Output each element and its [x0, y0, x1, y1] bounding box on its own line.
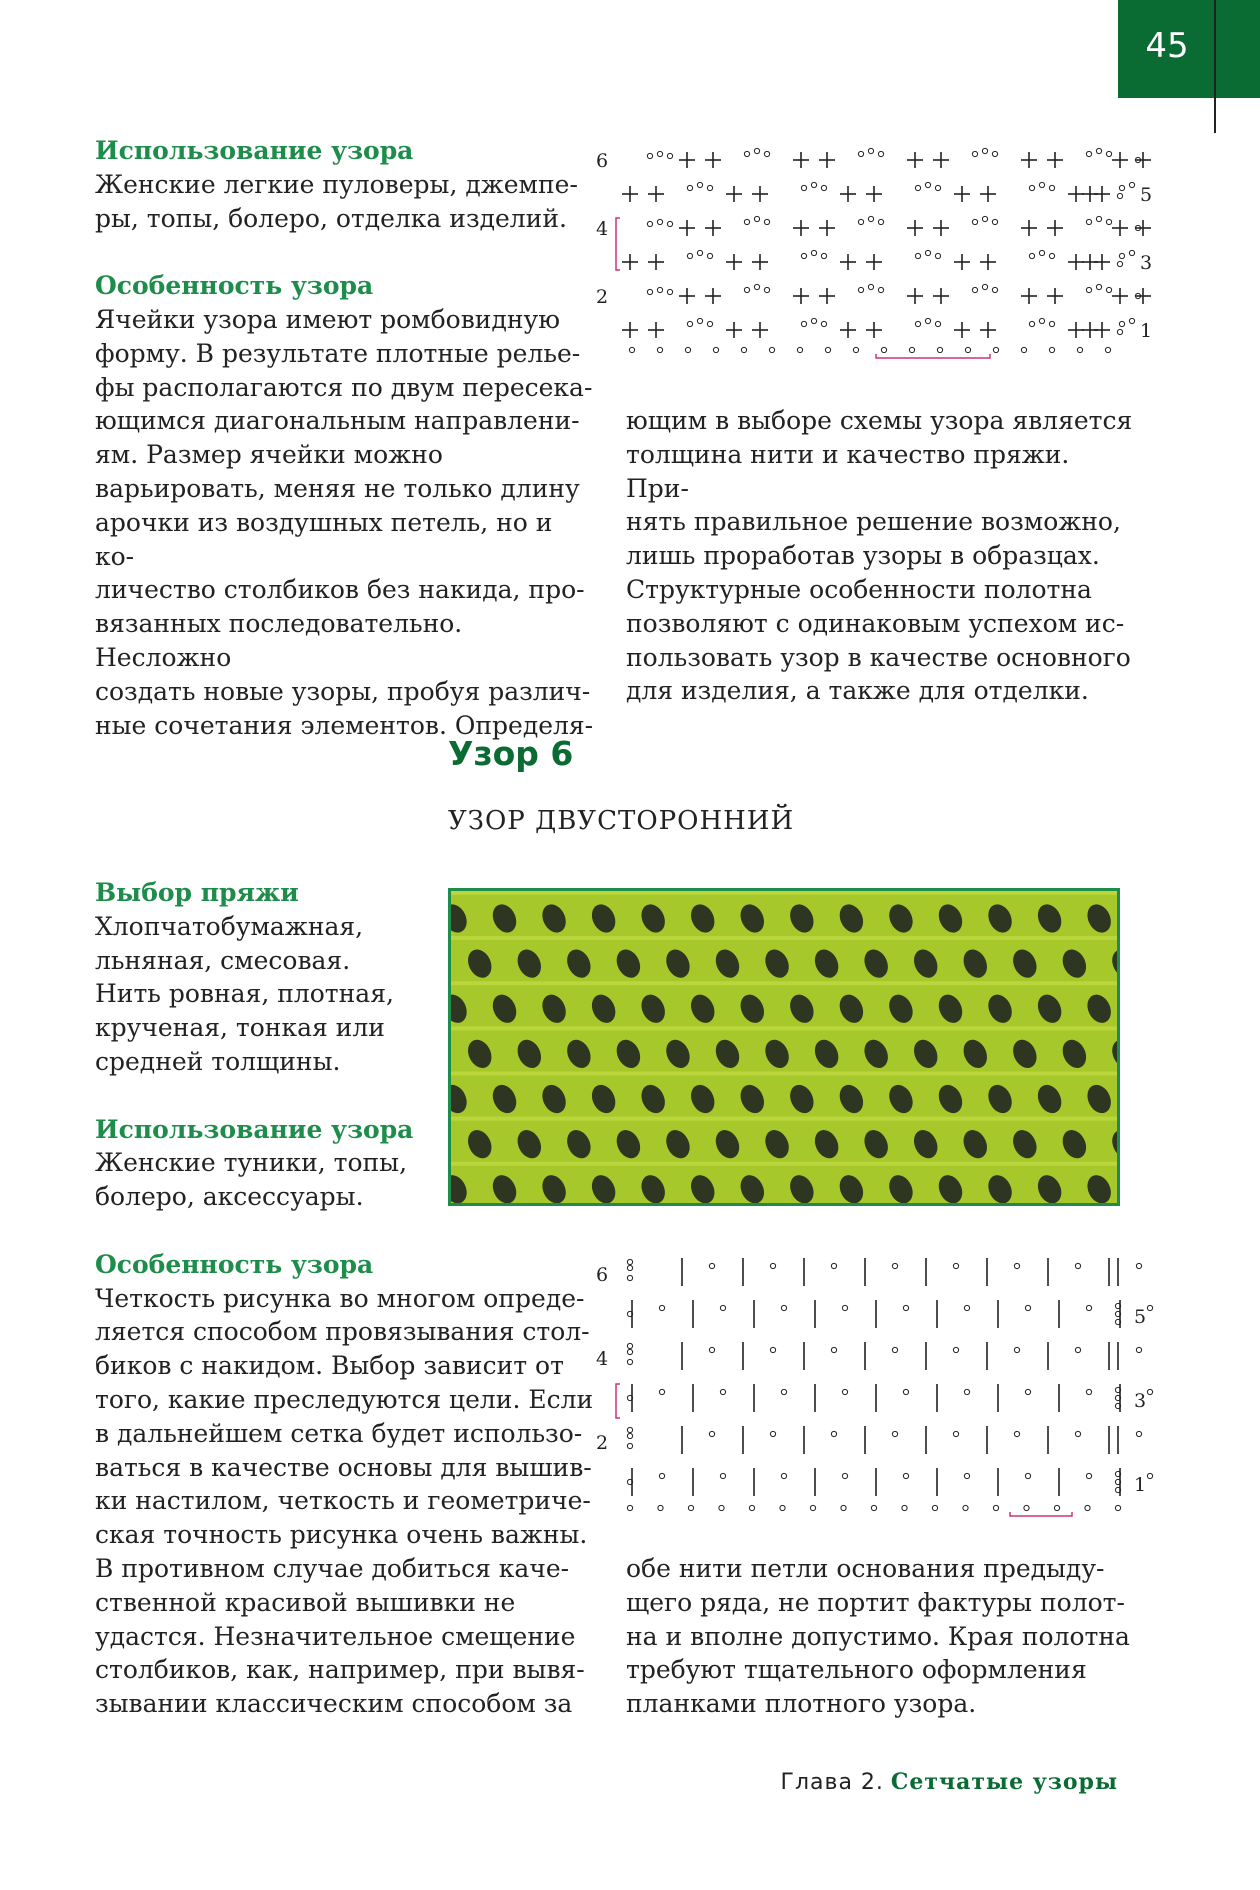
- chain-symbol: [1096, 284, 1101, 289]
- chain-symbol: [1075, 1263, 1080, 1268]
- chain-symbol: [1039, 318, 1044, 323]
- chain-symbol: [953, 1431, 958, 1436]
- chain-symbol: [842, 1473, 847, 1478]
- chain-symbol: [964, 1305, 969, 1310]
- repeat-bracket: [616, 1384, 620, 1418]
- text-line: планками плотного узора.: [626, 1689, 977, 1719]
- chain-symbol: [744, 219, 749, 224]
- usage-text-2: [95, 1146, 595, 1214]
- chain-symbol: [965, 347, 970, 352]
- chain-symbol: [801, 253, 806, 258]
- chain-symbol: [688, 1505, 693, 1510]
- chain-symbol: [741, 347, 746, 352]
- chain-symbol: [764, 287, 769, 292]
- text-line: ваться в качестве основы для вышив-: [95, 1452, 592, 1482]
- chain-symbol: [842, 1305, 847, 1310]
- chain-symbol: [881, 347, 886, 352]
- text-line: позволяют с одинаковым успехом ис-: [626, 608, 1125, 638]
- text-line: обе нити петли основания предыду-: [626, 1554, 1105, 1583]
- chain-symbol: [964, 1389, 969, 1394]
- chain-symbol: [781, 1473, 786, 1478]
- repeat-bracket: [1010, 1512, 1072, 1516]
- chain-symbol: [659, 1389, 664, 1394]
- chain-symbol: [915, 253, 920, 258]
- chain-symbol: [1115, 1505, 1120, 1510]
- chain-symbol: [667, 289, 672, 294]
- chain-symbol: [744, 287, 749, 292]
- chain-symbol: [1086, 151, 1091, 156]
- text-line: щего ряда, не портит фактуры полот-: [626, 1587, 1125, 1617]
- chain-symbol: [932, 1505, 937, 1510]
- chain-symbol: [1119, 185, 1124, 190]
- chain-symbol: [713, 347, 718, 352]
- chain-symbol: [1029, 321, 1034, 326]
- chain-symbol: [627, 1505, 632, 1510]
- chain-symbol: [687, 321, 692, 326]
- chain-symbol: [1039, 250, 1044, 255]
- chain-symbol: [964, 1473, 969, 1478]
- chain-symbol: [657, 287, 662, 292]
- chain-symbol: [935, 185, 940, 190]
- row-number: 1: [1140, 320, 1153, 342]
- chain-symbol: [707, 185, 712, 190]
- chain-symbol: [892, 1431, 897, 1436]
- chain-symbol: [769, 347, 774, 352]
- chain-symbol: [1129, 182, 1134, 187]
- row-number: 2: [596, 286, 609, 308]
- crochet-chart-double: [590, 1248, 1170, 1528]
- chain-symbol: [992, 151, 997, 156]
- chain-symbol: [909, 347, 914, 352]
- chain-symbol: [1086, 219, 1091, 224]
- chain-symbol: [697, 318, 702, 323]
- chain-symbol: [982, 284, 987, 289]
- chain-symbol: [1096, 216, 1101, 221]
- text-line: ственной красивой вышивки не: [95, 1587, 516, 1617]
- chain-symbol: [627, 1433, 632, 1438]
- chain-symbol: [972, 219, 977, 224]
- text-line: Структурные особенности полотна: [626, 574, 1092, 604]
- chain-symbol: [1049, 185, 1054, 190]
- chain-symbol: [697, 250, 702, 255]
- text-line: фы располагаются по двум пересека-: [95, 372, 593, 402]
- chain-symbol: [842, 1389, 847, 1394]
- chain-symbol: [687, 253, 692, 258]
- chain-symbol: [878, 219, 883, 224]
- text-line: столбиков, как, например, при вывя-: [95, 1655, 585, 1685]
- text-line: того, какие преследуются цели. Если: [95, 1384, 594, 1414]
- chain-symbol: [797, 347, 802, 352]
- row-number: 5: [1134, 1306, 1147, 1328]
- repeat-bracket: [616, 218, 620, 270]
- chain-symbol: [744, 151, 749, 156]
- chain-symbol: [627, 1343, 632, 1348]
- text-line: в дальнейшем сетка будет использо-: [95, 1418, 583, 1448]
- chain-symbol: [720, 1305, 725, 1310]
- row-number: 5: [1140, 184, 1153, 206]
- chain-symbol: [892, 1347, 897, 1352]
- row-number: 6: [596, 1264, 609, 1286]
- chain-symbol: [1021, 347, 1026, 352]
- chain-symbol: [853, 347, 858, 352]
- chain-symbol: [935, 253, 940, 258]
- chain-symbol: [868, 216, 873, 221]
- bottom-left-column: [95, 876, 595, 1721]
- feature-heading-2: Особенность узора: [95, 1249, 374, 1279]
- chain-symbol: [953, 1263, 958, 1268]
- chain-symbol: [659, 1473, 664, 1478]
- chain-symbol: [992, 287, 997, 292]
- chain-symbol: [903, 1305, 908, 1310]
- text-line: ные сочетания элементов. Определя-: [95, 710, 594, 740]
- continued-text-2: [626, 1552, 1136, 1721]
- chain-symbol: [982, 148, 987, 153]
- text-line: Женские туники, топы,: [95, 1148, 408, 1178]
- chain-symbol: [764, 151, 769, 156]
- chain-symbol: [925, 182, 930, 187]
- chain-symbol: [935, 321, 940, 326]
- chain-symbol: [858, 287, 863, 292]
- chain-symbol: [709, 1431, 714, 1436]
- chain-symbol: [801, 185, 806, 190]
- text-line: средней толщины.: [95, 1046, 341, 1076]
- chain-symbol: [1085, 1505, 1090, 1510]
- chain-symbol: [878, 151, 883, 156]
- chain-symbol: [1075, 1347, 1080, 1352]
- chain-symbol: [972, 287, 977, 292]
- text-line: Хлопчатобумажная,: [95, 911, 364, 941]
- chain-symbol: [972, 151, 977, 156]
- pattern-subtitle: УЗОР ДВУСТОРОННИЙ: [448, 806, 795, 836]
- chain-symbol: [821, 253, 826, 258]
- text-line: льняная, смесовая.: [95, 945, 351, 975]
- chain-symbol: [871, 1505, 876, 1510]
- chain-symbol: [1136, 1263, 1141, 1268]
- text-line: на и вполне допустимо. Края полотна: [626, 1621, 1130, 1651]
- chain-symbol: [1136, 1347, 1141, 1352]
- chain-symbol: [868, 284, 873, 289]
- chain-symbol: [1086, 1389, 1091, 1394]
- chain-symbol: [810, 1505, 815, 1510]
- usage-heading-2: Использование узора: [95, 1114, 414, 1144]
- chain-symbol: [647, 153, 652, 158]
- chain-symbol: [1039, 182, 1044, 187]
- feature-heading: Особенность узора: [95, 271, 374, 301]
- yarn-heading: Выбор пряжи: [95, 878, 299, 907]
- text-line: требуют тщательного оформления: [626, 1655, 1087, 1685]
- chain-symbol: [781, 1389, 786, 1394]
- chain-symbol: [627, 1359, 632, 1364]
- chain-symbol: [720, 1473, 725, 1478]
- chain-symbol: [1136, 1431, 1141, 1436]
- chain-symbol: [707, 253, 712, 258]
- chain-symbol: [781, 1305, 786, 1310]
- text-line: ки настилом, четкость и геометриче-: [95, 1486, 591, 1516]
- text-line: форму. В результате плотные релье-: [95, 338, 581, 368]
- feature-text: [95, 303, 595, 742]
- chain-symbol: [892, 1263, 897, 1268]
- chain-symbol: [627, 1443, 632, 1448]
- chain-symbol: [720, 1389, 725, 1394]
- chain-symbol: [1024, 1505, 1029, 1510]
- chain-symbol: [627, 1265, 632, 1270]
- chain-symbol: [754, 216, 759, 221]
- chain-symbol: [1077, 347, 1082, 352]
- tab-divider-line: [1214, 0, 1216, 133]
- chain-symbol: [667, 221, 672, 226]
- row-number: 4: [596, 218, 609, 240]
- chain-symbol: [858, 151, 863, 156]
- chain-symbol: [1054, 1505, 1059, 1510]
- row-number: 2: [596, 1432, 609, 1454]
- crochet-chart-mesh: [590, 138, 1170, 368]
- chain-symbol: [1147, 1389, 1152, 1394]
- text-line: болеро, аксессуары.: [95, 1182, 364, 1212]
- chain-symbol: [811, 182, 816, 187]
- chain-symbol: [993, 347, 998, 352]
- repeat-bracket: [876, 354, 990, 358]
- chain-symbol: [770, 1431, 775, 1436]
- chain-symbol: [937, 347, 942, 352]
- chain-symbol: [657, 347, 662, 352]
- chain-symbol: [925, 250, 930, 255]
- text-line: ям. Размер ячейки можно: [95, 440, 443, 470]
- chain-symbol: [831, 1263, 836, 1268]
- chain-symbol: [627, 1349, 632, 1354]
- chain-symbol: [811, 318, 816, 323]
- chain-symbol: [821, 321, 826, 326]
- text-line: Четкость рисунка во многом опреде-: [95, 1283, 585, 1313]
- chain-symbol: [754, 284, 759, 289]
- text-line: лишь проработав узоры в образцах.: [626, 541, 1100, 571]
- chain-symbol: [1117, 329, 1122, 334]
- chain-symbol: [1014, 1347, 1019, 1352]
- text-line: ющимся диагональным направлени-: [95, 406, 580, 436]
- chain-symbol: [658, 1505, 663, 1510]
- chain-symbol: [841, 1505, 846, 1510]
- chain-symbol: [1075, 1431, 1080, 1436]
- footer-section: Сетчатые узоры: [890, 1769, 1118, 1795]
- text-line: вязанных последовательно. Несложно: [95, 609, 463, 672]
- chain-symbol: [657, 219, 662, 224]
- chain-symbol: [719, 1505, 724, 1510]
- chain-symbol: [963, 1505, 968, 1510]
- chain-symbol: [1119, 253, 1124, 258]
- row-number: 3: [1140, 252, 1153, 274]
- text-line: ская точность рисунка очень важны.: [95, 1520, 588, 1550]
- chain-symbol: [627, 1259, 632, 1264]
- chain-symbol: [821, 185, 826, 190]
- chain-symbol: [1106, 287, 1111, 292]
- row-number: 3: [1134, 1390, 1147, 1412]
- chain-symbol: [629, 347, 634, 352]
- text-line: Ячейки узора имеют ромбовидную: [95, 304, 560, 334]
- chain-symbol: [1119, 321, 1124, 326]
- text-line: создать новые узоры, пробуя различ-: [95, 676, 591, 706]
- chain-symbol: [647, 289, 652, 294]
- bottom-right-column: [626, 1552, 1136, 1721]
- chain-symbol: [627, 1275, 632, 1280]
- pattern-title: Узор 6: [448, 734, 574, 773]
- continued-text: [626, 404, 1136, 708]
- text-line: пользовать узор в качестве основного: [626, 642, 1131, 672]
- chain-symbol: [1147, 1305, 1152, 1310]
- chain-symbol: [1049, 253, 1054, 258]
- chain-symbol: [770, 1347, 775, 1352]
- top-left-column: [95, 134, 595, 742]
- text-line: личество столбиков без накида, про-: [95, 575, 585, 605]
- row-number: 1: [1134, 1474, 1147, 1496]
- chain-symbol: [825, 347, 830, 352]
- chain-symbol: [831, 1347, 836, 1352]
- text-line: ляется способом провязывания стол-: [95, 1317, 590, 1347]
- chain-symbol: [687, 185, 692, 190]
- text-line: варьировать, меняя не только длину: [95, 473, 580, 503]
- chain-symbol: [1029, 185, 1034, 190]
- chain-symbol: [659, 1305, 664, 1310]
- chain-symbol: [1049, 321, 1054, 326]
- chain-symbol: [878, 287, 883, 292]
- text-line: толщина нити и качество пряжи. При-: [626, 439, 1070, 503]
- chain-symbol: [709, 1347, 714, 1352]
- chain-symbol: [770, 1263, 775, 1268]
- row-number: 6: [596, 150, 609, 172]
- chain-symbol: [647, 221, 652, 226]
- chain-symbol: [1106, 151, 1111, 156]
- chain-symbol: [992, 219, 997, 224]
- chain-symbol: [993, 1505, 998, 1510]
- chain-symbol: [982, 216, 987, 221]
- chain-symbol: [754, 148, 759, 153]
- usage-heading: Использование узора: [95, 136, 414, 165]
- chain-symbol: [915, 321, 920, 326]
- chain-symbol: [902, 1505, 907, 1510]
- chain-symbol: [1025, 1473, 1030, 1478]
- chain-symbol: [915, 185, 920, 190]
- running-footer: [781, 1769, 1118, 1795]
- chain-symbol: [868, 148, 873, 153]
- text-line: крученая, тонкая или: [95, 1013, 385, 1043]
- chain-symbol: [1014, 1431, 1019, 1436]
- chain-symbol: [657, 151, 662, 156]
- text-line: ры, топы, болеро, отделка изделий.: [95, 203, 567, 233]
- chain-symbol: [953, 1347, 958, 1352]
- chain-symbol: [1147, 1473, 1152, 1478]
- chain-symbol: [1106, 219, 1111, 224]
- chain-symbol: [749, 1505, 754, 1510]
- chain-symbol: [903, 1389, 908, 1394]
- chain-symbol: [1117, 193, 1122, 198]
- text-line: Нить ровная, плотная,: [95, 979, 394, 1009]
- text-line: для изделия, а также для отделки.: [626, 676, 1089, 706]
- chain-symbol: [707, 321, 712, 326]
- chain-symbol: [764, 219, 769, 224]
- chain-symbol: [627, 1427, 632, 1432]
- usage-text: [95, 168, 595, 236]
- text-line: нять правильное решение возможно,: [626, 507, 1121, 537]
- chain-symbol: [1117, 261, 1122, 266]
- text-line: удастся. Незначительное смещение: [95, 1621, 576, 1651]
- text-line: арочки из воздушных петель, но и ко-: [95, 507, 553, 571]
- top-right-column: [626, 404, 1136, 708]
- chain-symbol: [903, 1473, 908, 1478]
- text-line: ющим в выборе схемы узора является: [626, 406, 1133, 435]
- chain-symbol: [811, 250, 816, 255]
- chain-symbol: [858, 219, 863, 224]
- chain-symbol: [831, 1431, 836, 1436]
- row-number: 4: [596, 1348, 609, 1370]
- chain-symbol: [1086, 1305, 1091, 1310]
- feature-text-2: [95, 1282, 595, 1721]
- page-number: 45: [1145, 26, 1189, 66]
- chain-symbol: [697, 182, 702, 187]
- text-line: зывании классическим способом за: [95, 1689, 573, 1719]
- chain-symbol: [685, 347, 690, 352]
- footer-chapter: Глава 2.: [780, 1770, 884, 1795]
- chain-symbol: [667, 153, 672, 158]
- chain-symbol: [1129, 318, 1134, 323]
- chain-symbol: [925, 318, 930, 323]
- chain-symbol: [1096, 148, 1101, 153]
- chain-symbol: [1129, 250, 1134, 255]
- chain-symbol: [1086, 287, 1091, 292]
- chain-symbol: [1025, 1389, 1030, 1394]
- chain-symbol: [801, 321, 806, 326]
- chain-symbol: [1105, 347, 1110, 352]
- chain-symbol: [1014, 1263, 1019, 1268]
- chain-symbol: [1025, 1305, 1030, 1310]
- text-line: В противном случае добиться каче-: [95, 1553, 570, 1583]
- text-line: биков с накидом. Выбор зависит от: [95, 1351, 564, 1381]
- chain-symbol: [1029, 253, 1034, 258]
- yarn-text: [95, 910, 595, 1079]
- chain-symbol: [709, 1263, 714, 1268]
- chain-symbol: [780, 1505, 785, 1510]
- chain-symbol: [1086, 1473, 1091, 1478]
- chain-symbol: [1049, 347, 1054, 352]
- text-line: Женские легкие пуловеры, джемпе-: [95, 169, 578, 199]
